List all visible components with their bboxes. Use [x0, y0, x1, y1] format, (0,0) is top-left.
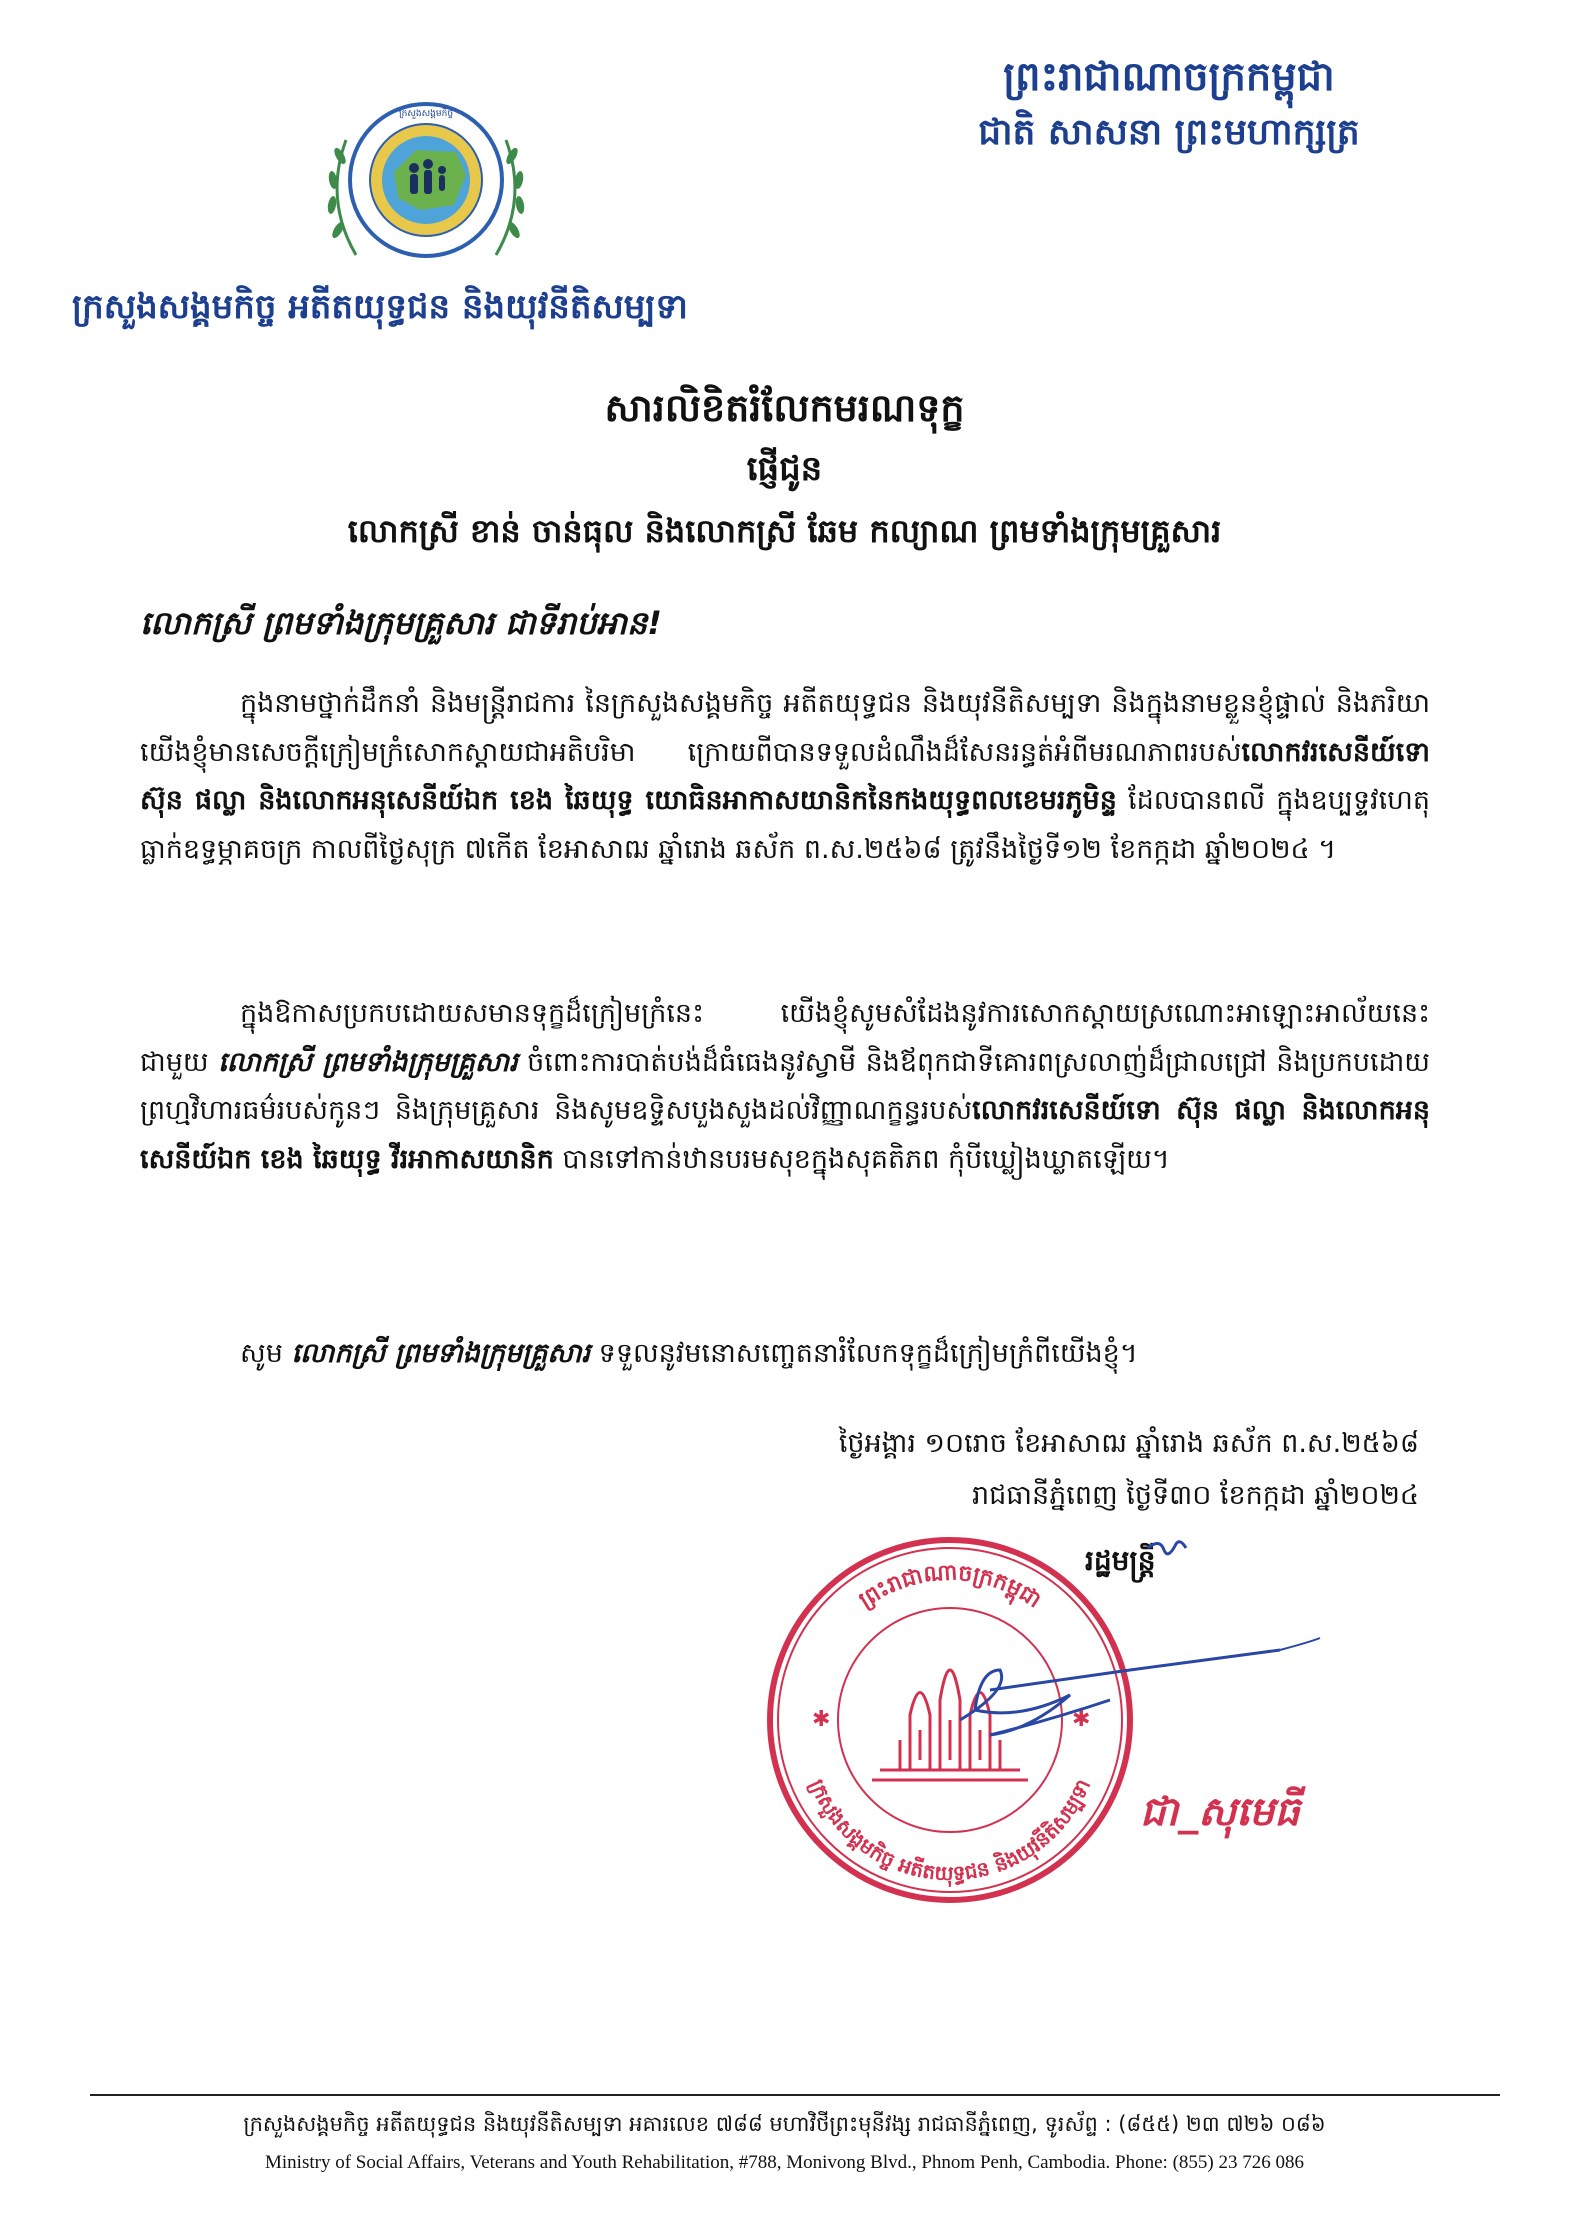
kingdom-header [929, 48, 1409, 160]
salutation: លោកស្រី ព្រមទាំងក្រុមគ្រួសារ ជាទីរាប់អាន! [140, 604, 662, 642]
paragraph-2-text-e: បានទៅកាន់ឋានបរមសុខក្នុងសុគតិភព កុំបីឃ្លៀងឃ្លាតឡើយ។ [553, 1143, 1170, 1175]
paragraph-2-text-c: ចំពោះការបាត់បង់ដ៏ធំធេងនូវស្វាមី និងឪពុកជាទីគោរពស្រលាញ់ដ៏ជ្រាលជ្រៅ និងប្រកបដោយព្រហ្មវិហារធម៌របស់កូនៗ និងក្រុមគ្រួសារ និងសូមឧទ្ទិសបួងសួងដល់វិញ្ញាណក្ខន្ធរបស់ [140, 1046, 1430, 1126]
paragraph-1-text-a: ក្នុងនាមថ្នាក់ដឹកនាំ និងមន្ត្រីរាជការ នៃក្រសួងសង្គមកិច្ច អតីតយុទ្ធជន និងយុវនីតិសម្បទា និងក្នុងនាមខ្លួនខ្ញុំផ្ទាល់ និងភរិយា យើងខ្ញុំមានសេចក្តីក្រៀមក្រំសោកស្តាយជាអតិបរិមា ក្រោយពីបានទទួលដំណឹងដ៏សែនរន្ធត់អំពីមរណភាពរបស់ [140, 688, 1430, 768]
national-motto: ជាតិ សាសនា ព្រះមហាក្សត្រ [978, 112, 1360, 153]
paragraph-2 [140, 990, 1430, 1184]
letter-recipients: លោកស្រី ខាន់ ចាន់ធុល និងលោកស្រី ឆែម កល្យាណ ព្រមទាំងក្រុមគ្រួសារ [347, 512, 1222, 550]
date-solar: រាជធានីភ្នំពេញ ថ្ងៃទី៣០ ខែកក្កដា ឆ្នាំ២០២៤ [972, 1480, 1419, 1511]
paragraph-2-text-a: ក្នុងឱកាសប្រកបដោយសមានទុក្ខដ៏ក្រៀមក្រំនេះ យើងខ្ញុំសូមសំដែងនូវការសោកស្តាយស្រណោះអាឡោះអាល័យនេះ ជាមួយ [140, 998, 1430, 1078]
paragraph-3-text-c: ទទួលនូវមនោសញ្ចេតនារំលែកទុក្ខដ៏ក្រៀមក្រំពីយើងខ្ញុំ។ [590, 1338, 1138, 1369]
paragraph-2-family: លោកស្រី ព្រមទាំងក្រុមគ្រួសារ [218, 1046, 518, 1078]
letter-title: សារលិខិតរំលែកមរណទុក្ខ [604, 386, 965, 430]
ministry-logo [316, 80, 536, 280]
footer-address-english: Ministry of Social Affairs, Veterans and Youth Rehabilitation, #788, Monivong Blvd., Phnom Penh, Cambodia. Phone: (855) 23 726 086 [265, 2152, 1304, 2173]
seal-text-bottom: ក្រសួងសង្គមកិច្ច អតីតយុទ្ធជន និងយុវនីតិសម្បទា [804, 1775, 1096, 1886]
paragraph-1-deceased-names: លោកវរសេនីយ៍ទោ ស៊ុន ផល្លា និងលោកអនុសេនីយ៍ឯក ខេង ឆៃយុទ្ធ យោធិនអាកាសយានិកនៃកងយុទ្ធពលខេមរភូមិន្ទ [140, 736, 1430, 816]
paragraph-3 [140, 1330, 1430, 1379]
kingdom-name: ព្រះរាជាណាចក្រកម្ពុជា [1003, 54, 1335, 100]
ministry-name: ក្រសួងសង្គមកិច្ច អតីតយុទ្ធជន និងយុវនីតិសម្បទា [72, 287, 688, 327]
svg-text:✱: ✱ [1072, 1707, 1091, 1732]
svg-text:ក្រសួងសង្គមកិច្ច: ក្រសួងសង្គមកិច្ច [398, 109, 454, 119]
paragraph-1 [140, 680, 1430, 874]
footer-address-khmer: ក្រសួងសង្គមកិច្ច អតីតយុទ្ធជន និងយុវនីតិសម្បទា អគារលេខ ៧៨៨ មហាវិថីព្រះមុនីវង្ស រាជធានីភ្នំពេញ, ទូរស័ព្ទ : (៨៥៥) ២៣ ៧២៦ ០៨៦ [243, 2112, 1326, 2136]
svg-text:✱: ✱ [812, 1707, 831, 1732]
paragraph-3-family: លោកស្រី ព្រមទាំងក្រុមគ្រួសារ [291, 1338, 591, 1369]
date-lunar: ថ្ងៃអង្គារ ១០រោច ខែអាសាឍ ឆ្នាំរោង ឆស័ក ព.ស.២៥៦៨ [838, 1428, 1419, 1459]
signer-title: រដ្ឋមន្ត្រី [1085, 1544, 1156, 1577]
paragraph-3-text-a: សូម [240, 1338, 292, 1369]
signer-name: ជា_សុមេធី [1140, 1789, 1300, 1835]
paragraph-1-text-c: ដែលបានពលី ក្នុងឧប្បទ្ទវហេតុធ្លាក់ឧទ្ធម្ភាគចក្រ កាលពីថ្ងៃសុក្រ ៧កើត ខែអាសាឍ ឆ្នាំរោង ឆស័ក ព.ស.២៥៦៨ ត្រូវនឹងថ្ងៃទី១២ ខែកក្កដា ឆ្នាំ២០២៤ ។ [140, 785, 1431, 865]
paragraph-2-deceased-names: លោកវរសេនីយ៍ទោ ស៊ុន ផល្លា និងលោកអនុសេនីយ៍ឯក ខេង ឆៃយុទ្ធ វីរអាកាសយានិក [140, 1095, 1430, 1175]
letter-to-label: ផ្ញើជូន [746, 449, 823, 489]
footer-divider [90, 2094, 1500, 2096]
seal-text-top: ព្រះរាជាណាចក្រកម្ពុជា [854, 1560, 1046, 1614]
